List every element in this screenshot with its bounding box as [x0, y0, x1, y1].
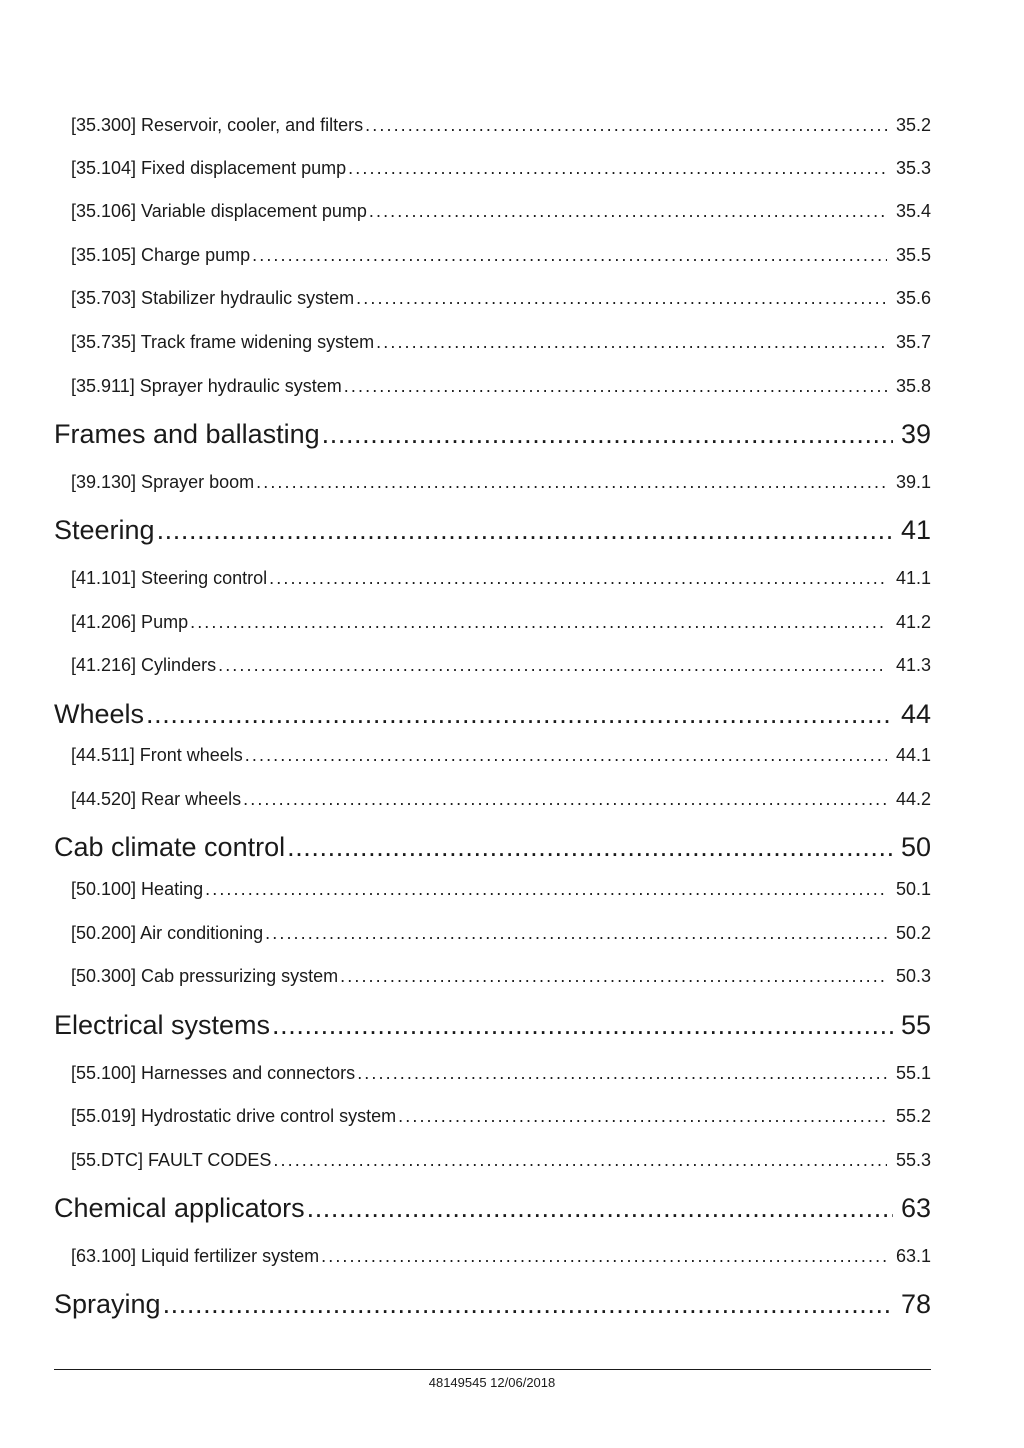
dot-leader [357, 1062, 887, 1084]
toc-entry-page: 44.2 [895, 789, 931, 809]
toc-entry[interactable] [71, 654, 931, 676]
toc-section[interactable] [54, 831, 931, 863]
toc-entry-title: [50.100] Heating [71, 879, 204, 899]
toc-entry[interactable] [71, 244, 931, 266]
toc-entry[interactable] [71, 878, 931, 900]
dot-leader [273, 1149, 887, 1171]
toc-entry[interactable] [71, 1105, 931, 1127]
toc-entry-title: [50.300] Cab pressurizing system [71, 966, 339, 986]
toc-entry-title: [55.019] Hydrostatic drive control system [71, 1106, 397, 1126]
toc-entry-page: 41.2 [895, 612, 931, 632]
dot-leader [205, 878, 887, 900]
toc-section-title: Electrical systems [54, 1010, 271, 1040]
toc-entry[interactable] [71, 965, 931, 987]
dot-leader [321, 1245, 887, 1267]
toc-entry-page: 35.3 [895, 158, 931, 178]
toc-section-title: Cab climate control [54, 832, 286, 862]
footer-doc-id: 48149545 12/06/2018 [428, 1375, 556, 1390]
toc-entry-title: [41.101] Steering control [71, 568, 268, 588]
toc-section-page: 41 [900, 515, 931, 545]
toc-entry-title: [35.106] Variable displacement pump [71, 201, 367, 221]
toc-section[interactable] [54, 418, 931, 450]
toc-section-title: Spraying [54, 1289, 161, 1319]
toc-entry-page: 44.1 [895, 745, 931, 765]
toc-entry-page: 35.5 [895, 245, 931, 265]
toc-entry[interactable] [71, 922, 931, 944]
toc-entry-page: 35.7 [895, 332, 931, 352]
toc-entry-title: [55.100] Harnesses and connectors [71, 1063, 356, 1083]
toc-entry[interactable] [71, 287, 931, 309]
toc-section-page: 78 [900, 1289, 931, 1319]
dot-leader [398, 1105, 887, 1127]
toc-entry-title: [55.DTC] FAULT CODES [71, 1150, 272, 1170]
dot-leader [307, 1192, 893, 1224]
toc-entry-title: [35.703] Stabilizer hydraulic system [71, 288, 355, 308]
toc-entry-page: 55.2 [895, 1106, 931, 1126]
dot-leader [356, 287, 887, 309]
dot-leader [157, 514, 893, 546]
dot-leader [287, 831, 893, 863]
toc-entry[interactable] [71, 331, 931, 353]
toc-section[interactable] [54, 1009, 931, 1041]
toc-entry-page: 35.4 [895, 201, 931, 221]
toc-entry-page: 55.3 [895, 1150, 931, 1170]
toc-section-title: Chemical applicators [54, 1193, 305, 1223]
toc-entry[interactable] [71, 744, 931, 766]
toc-entry-page: 55.1 [895, 1063, 931, 1083]
dot-leader [245, 744, 887, 766]
toc-entry[interactable] [71, 1149, 931, 1171]
toc-entry-title: [35.104] Fixed displacement pump [71, 158, 347, 178]
dot-leader [340, 965, 887, 987]
toc-section[interactable] [54, 698, 931, 730]
dot-leader [272, 1009, 893, 1041]
dot-leader [218, 654, 887, 676]
dot-leader [190, 611, 887, 633]
toc-entry[interactable] [71, 157, 931, 179]
dot-leader [376, 331, 887, 353]
toc-section[interactable] [54, 1192, 931, 1224]
toc-entry-page: 41.3 [895, 655, 931, 675]
toc-entry-page: 35.2 [895, 115, 931, 135]
toc-section[interactable] [54, 514, 931, 546]
toc-entry[interactable] [71, 471, 931, 493]
toc-entry-page: 35.8 [895, 376, 931, 396]
toc-entry-page: 41.1 [895, 568, 931, 588]
toc-section-page: 39 [900, 419, 931, 449]
dot-leader [344, 375, 887, 397]
toc-entry-title: [39.130] Sprayer boom [71, 472, 255, 492]
toc-entry-page: 39.1 [895, 472, 931, 492]
toc-section-page: 44 [900, 699, 931, 729]
dot-leader [269, 567, 887, 589]
dot-leader [365, 114, 887, 136]
dot-leader [369, 200, 887, 222]
toc-entry-title: [35.105] Charge pump [71, 245, 251, 265]
toc-section-title: Frames and ballasting [54, 419, 320, 449]
toc-entry-page: 35.6 [895, 288, 931, 308]
toc-entry[interactable] [71, 1062, 931, 1084]
dot-leader [348, 157, 887, 179]
toc-entry[interactable] [71, 375, 931, 397]
toc-section-page: 55 [900, 1010, 931, 1040]
toc-entry-title: [35.300] Reservoir, cooler, and filters [71, 115, 364, 135]
toc-entry-page: 63.1 [895, 1246, 931, 1266]
toc-entry[interactable] [71, 200, 931, 222]
dot-leader [252, 244, 887, 266]
toc-entry-title: [63.100] Liquid fertilizer system [71, 1246, 320, 1266]
toc-entry[interactable] [71, 1245, 931, 1267]
toc-section-title: Wheels [54, 699, 145, 729]
toc-section-title: Steering [54, 515, 155, 545]
toc-entry-title: [41.216] Cylinders [71, 655, 217, 675]
dot-leader [256, 471, 887, 493]
toc-entry-page: 50.1 [895, 879, 931, 899]
dot-leader [146, 698, 893, 730]
toc-section[interactable] [54, 1288, 931, 1320]
toc-entry[interactable] [71, 611, 931, 633]
toc-entry-page: 50.2 [895, 923, 931, 943]
toc-entry[interactable] [71, 567, 931, 589]
toc-entry-title: [41.206] Pump [71, 612, 189, 632]
footer-divider [54, 1369, 931, 1370]
dot-leader [322, 418, 893, 450]
dot-leader [265, 922, 887, 944]
toc-entry-page: 50.3 [895, 966, 931, 986]
toc-entry[interactable] [71, 114, 931, 136]
toc-entry-title: [44.511] Front wheels [71, 745, 243, 765]
toc-entry-title: [44.520] Rear wheels [71, 789, 242, 809]
toc-entry-title: [35.911] Sprayer hydraulic system [71, 376, 342, 396]
dot-leader [243, 788, 887, 810]
toc-entry-title: [50.200] Air conditioning [71, 923, 264, 943]
toc-section-page: 50 [900, 832, 931, 862]
toc-entry-title: [35.735] Track frame widening system [71, 332, 375, 352]
toc-section-page: 63 [900, 1193, 931, 1223]
dot-leader [163, 1288, 893, 1320]
toc-entry[interactable] [71, 788, 931, 810]
